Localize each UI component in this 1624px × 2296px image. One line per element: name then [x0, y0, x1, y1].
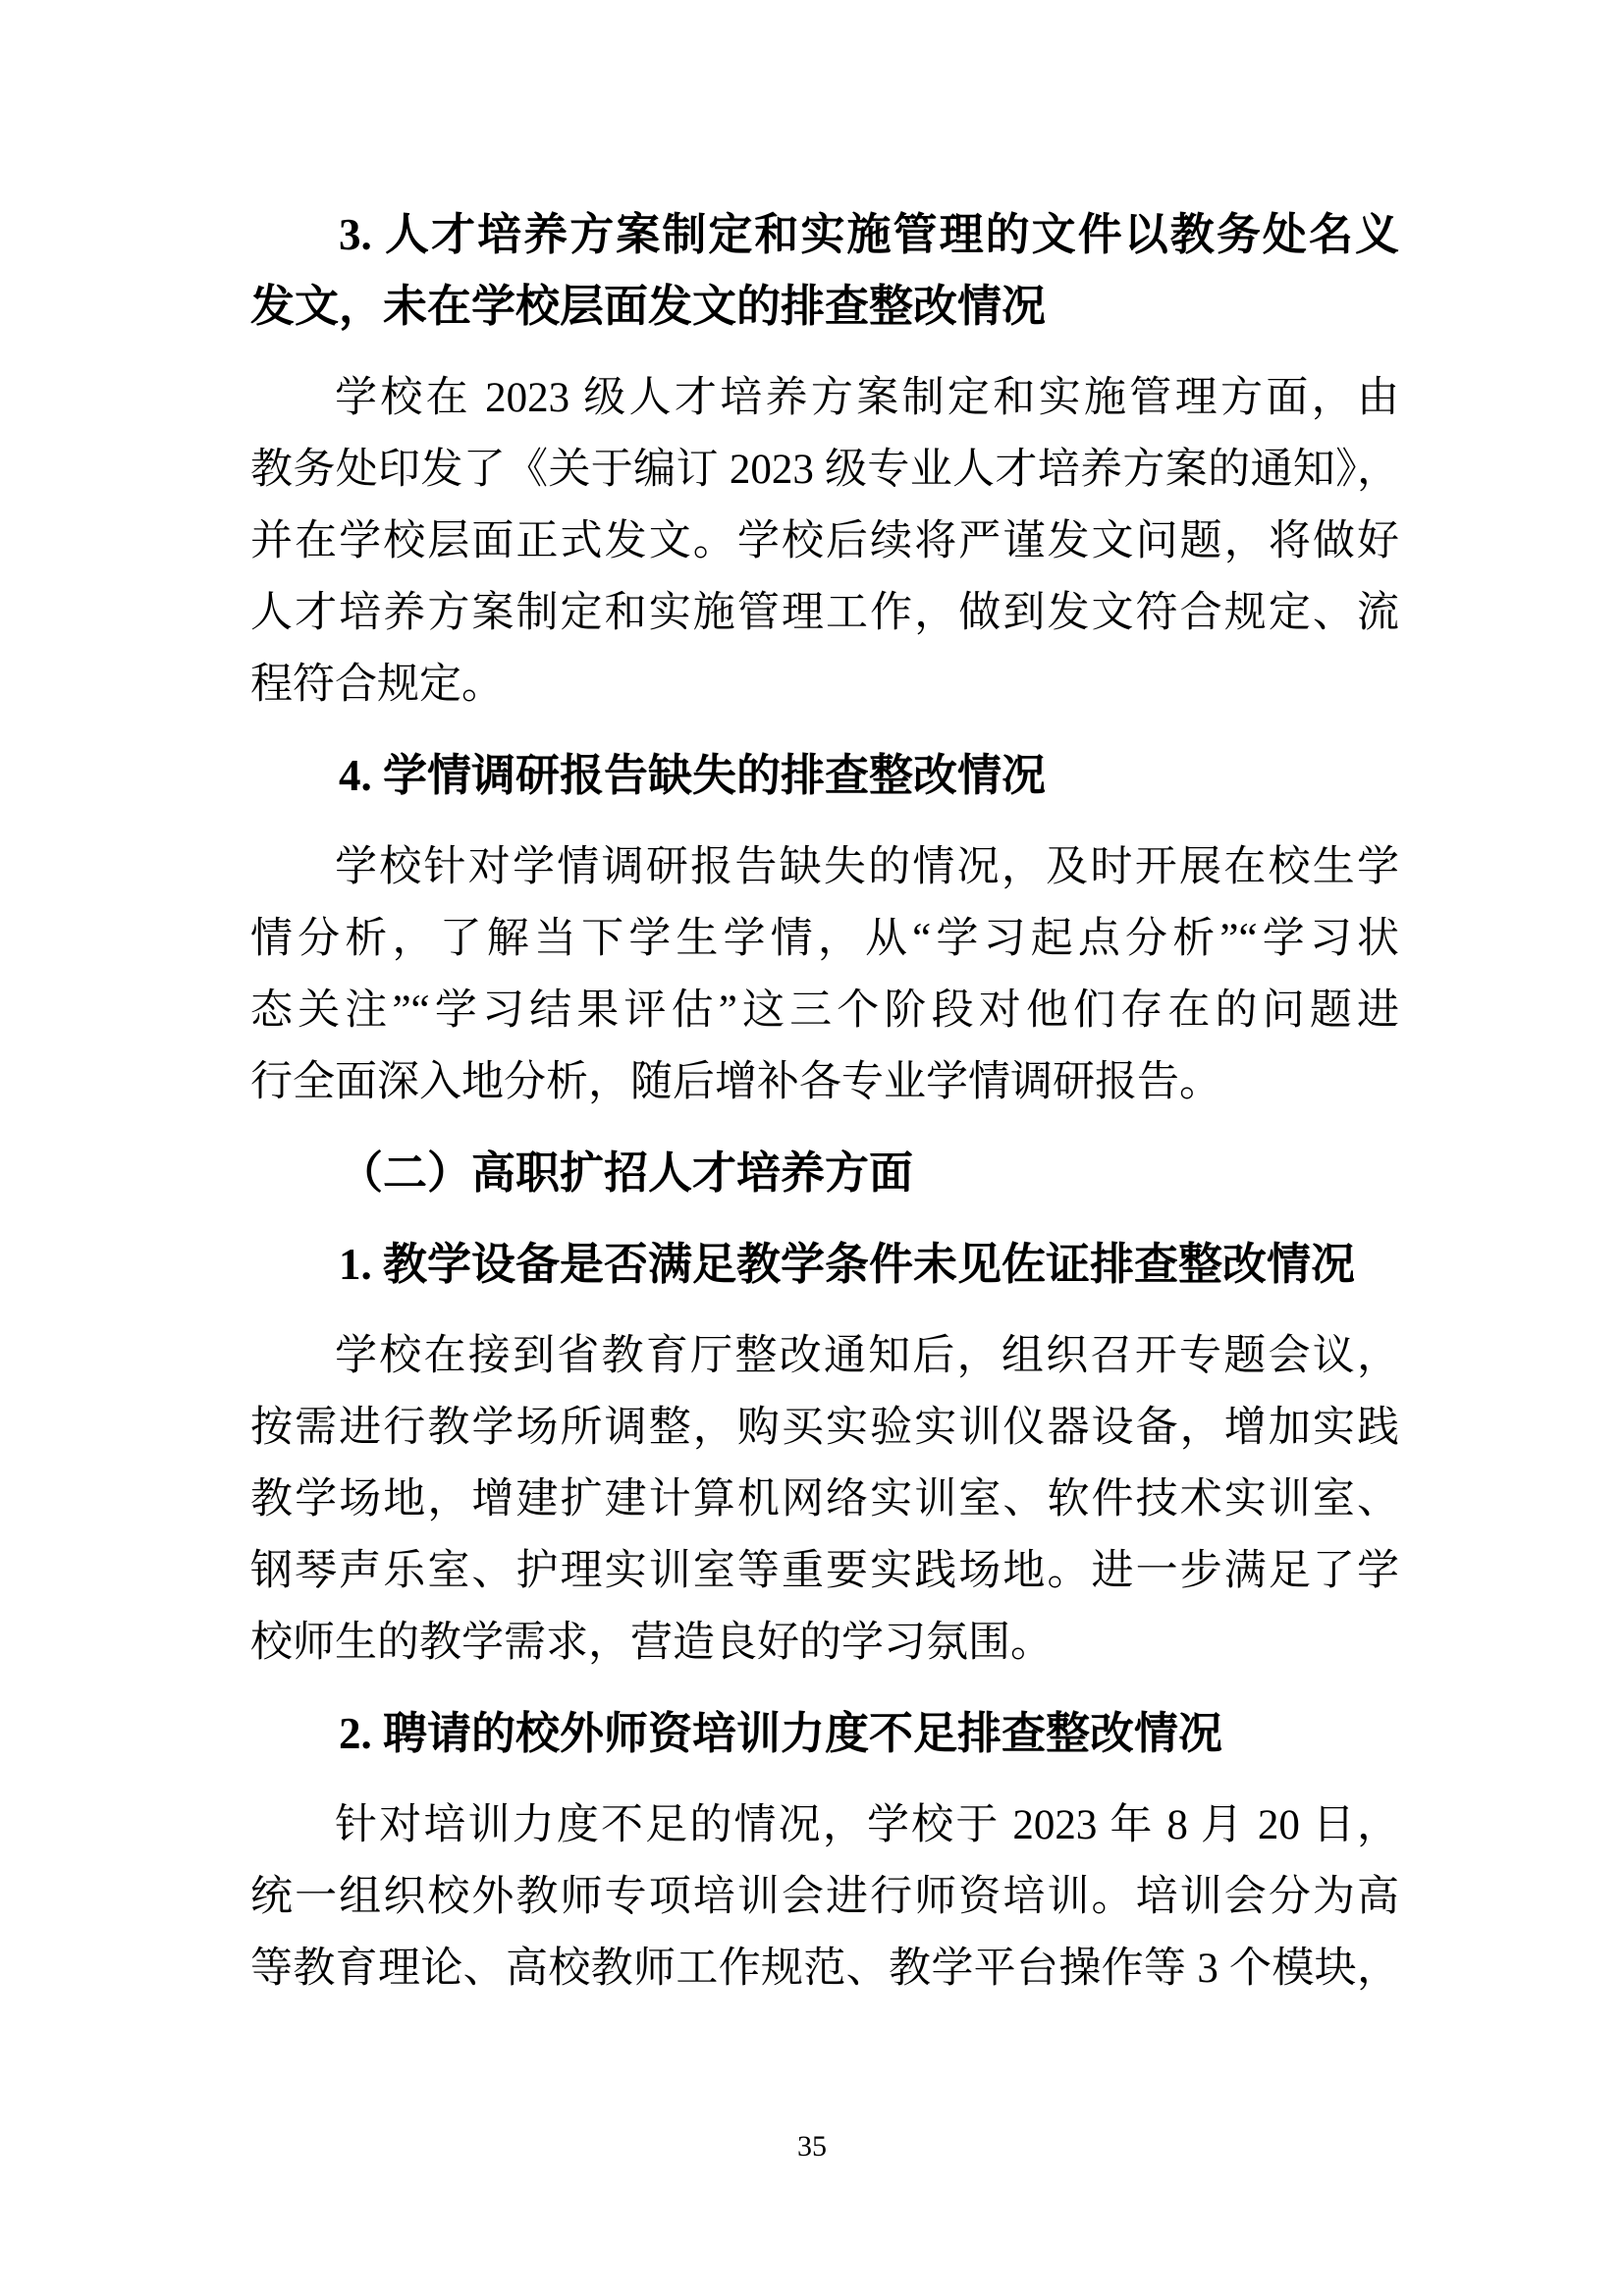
paragraph-line: 并在学校层面正式发文。学校后续将严谨发文问题，将做好: [250, 518, 1399, 564]
section-heading-2: [250, 1698, 1399, 1770]
heading-line: 4. 学情调研报告缺失的排查整改情况: [339, 751, 1047, 800]
paragraph-section-4: [250, 831, 1399, 1118]
text-content: [250, 199, 1399, 2004]
paragraph-section-2: [250, 1789, 1399, 2004]
section-heading-3: [250, 199, 1399, 343]
paragraph-line: 按需进行教学场所调整，购买实验实训仪器设备，增加实践: [250, 1405, 1399, 1451]
page-number: 35: [797, 2130, 827, 2163]
paragraph-section-3: [250, 362, 1399, 721]
paragraph-line: 程符合规定。: [250, 662, 504, 708]
paragraph-line: 学校针对学情调研报告缺失的情况，及时开展在校生学: [335, 844, 1399, 890]
paragraph-line: 校师生的教学需求，营造良好的学习氛围。: [250, 1620, 1053, 1666]
heading-line: 2. 聘请的校外师资培训力度不足排查整改情况: [339, 1709, 1223, 1758]
section-heading-4: [250, 740, 1399, 812]
paragraph-line: 态关注”“学习结果评估”这三个阶段对他们存在的问题进: [250, 988, 1399, 1034]
paragraph-line: 情分析，了解当下学生学情，从“学习起点分析”“学习状: [250, 916, 1399, 962]
heading-line: （二）高职扩招人才培养方面: [339, 1148, 914, 1198]
paragraph-line: 统一组织校外教师专项培训会进行师资培训。培训会分为高: [250, 1874, 1399, 1920]
paragraph-line: 教务处印发了《关于编订 2023 级专业人才培养方案的通知》，: [250, 447, 1399, 493]
paragraph-line: 人才培养方案制定和实施管理工作，做到发文符合规定、流: [250, 590, 1399, 636]
paragraph-line: 学校在 2023 级人才培养方案制定和实施管理方面，由: [335, 375, 1399, 421]
paragraph-section-1: [250, 1320, 1399, 1679]
heading-line: 1. 教学设备是否满足教学条件未见佐证排查整改情况: [339, 1240, 1356, 1289]
paragraph-line: 等教育理论、高校教师工作规范、教学平台操作等 3 个模块，: [250, 1946, 1399, 1992]
paragraph-line: 教学场地，增建扩建计算机网络实训室、软件技术实训室、: [250, 1476, 1399, 1522]
paragraph-line: 钢琴声乐室、护理实训室等重要实践场地。进一步满足了学: [250, 1548, 1399, 1594]
paragraph-line: 学校在接到省教育厅整改通知后，组织召开专题会议，: [335, 1333, 1399, 1379]
section-heading-part2: [250, 1138, 1399, 1209]
paragraph-line: 针对培训力度不足的情况，学校于 2023 年 8 月 20 日，: [335, 1802, 1399, 1848]
paragraph-line: 行全面深入地分析，随后增补各专业学情调研报告。: [250, 1059, 1221, 1105]
section-heading-1: [250, 1229, 1399, 1301]
heading-line: 3. 人才培养方案制定和实施管理的文件以教务处名义: [339, 210, 1399, 259]
heading-line: 发文，未在学校层面发文的排查整改情况: [250, 282, 1047, 331]
